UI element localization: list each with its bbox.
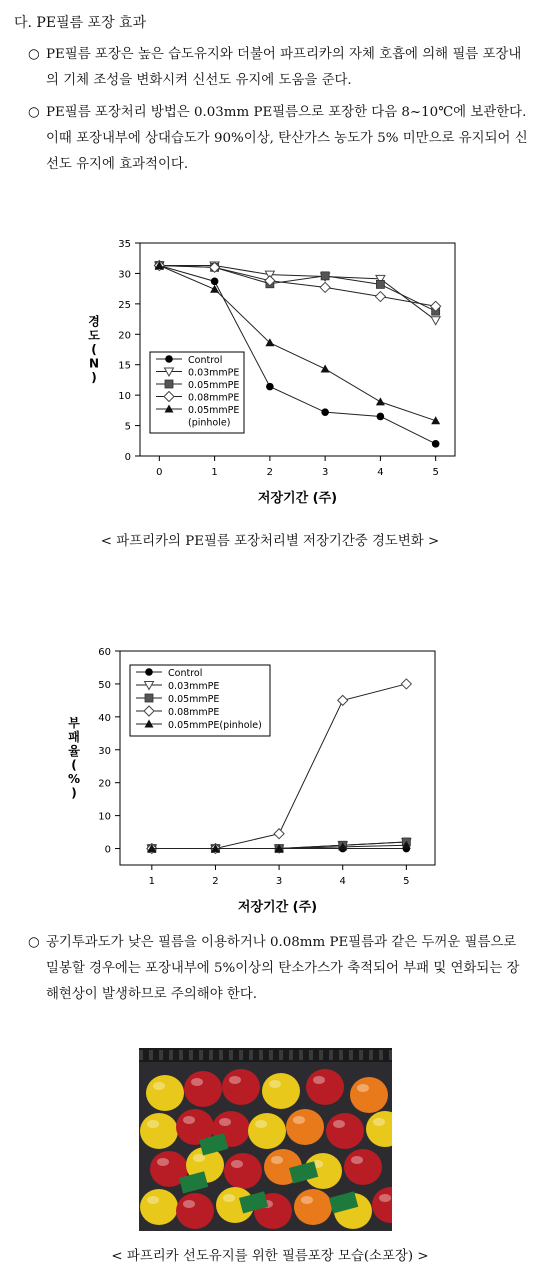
chart1-caption: < 파프리카의 PE필름 포장처리별 저장기간중 경도변화 >: [100, 534, 440, 549]
y-axis-label-char: ): [91, 370, 97, 385]
y-tick-label: 25: [118, 299, 131, 311]
data-point: [320, 282, 330, 292]
y-axis-label-char: 도: [88, 328, 100, 343]
crate-slat: [229, 1050, 233, 1060]
data-point: [321, 364, 330, 372]
x-tick-label: 4: [339, 876, 346, 887]
legend-label: (pinhole): [188, 417, 231, 429]
crate-slat: [299, 1050, 303, 1060]
legend: [130, 665, 270, 736]
film-highlight: [271, 1156, 283, 1164]
paprika-photo-art: [139, 1048, 392, 1231]
film-highlight: [293, 1116, 305, 1124]
crate-slat: [149, 1050, 153, 1060]
film-highlight: [255, 1120, 267, 1128]
film-highlight: [157, 1158, 169, 1166]
film-highlight: [269, 1080, 281, 1088]
crate-slat: [319, 1050, 323, 1060]
note-text: 공기투과도가 낮은 필름을 이용하거나 0.08mm PE필름과 같은 두꺼운 필름으로 밀봉할 경우에는 포장내부에 5%이상의 탄소가스가 축적되어 부패 및 연화되는 장해현상이 발생하므로 주의해야 한다.: [46, 935, 520, 1002]
x-tick-label: 0: [156, 467, 163, 478]
paprika: [286, 1109, 324, 1145]
legend-label: 0.03mmPE: [188, 367, 240, 379]
crate-slat: [389, 1050, 392, 1060]
film-highlight: [379, 1194, 391, 1202]
legend-label: 0.05mmPE: [188, 405, 240, 416]
paprika: [326, 1113, 364, 1149]
crate-slat: [249, 1050, 253, 1060]
legend-label: Control: [188, 355, 223, 366]
crate-slat: [239, 1050, 243, 1060]
crate-slat: [159, 1050, 163, 1060]
legend-label: 0.08mmPE: [188, 392, 240, 404]
legend-label: 0.05mmPE: [188, 380, 240, 391]
data-point: [211, 278, 219, 286]
data-point: [274, 829, 284, 839]
crate-slat: [279, 1050, 283, 1060]
film-highlight: [183, 1116, 195, 1124]
crate-slat: [179, 1050, 183, 1060]
legend-marker: [145, 694, 153, 702]
x-tick-label: 1: [148, 876, 156, 887]
y-axis-label-char: (: [91, 342, 97, 357]
paprika: [262, 1073, 300, 1109]
y-tick-label: 35: [118, 239, 131, 250]
data-point: [376, 397, 385, 405]
film-highlight: [191, 1078, 203, 1086]
paprika: [224, 1153, 262, 1189]
y-axis-label-char: 부: [68, 716, 80, 730]
legend-marker: [145, 668, 153, 676]
data-point: [401, 679, 411, 689]
film-highlight: [183, 1200, 195, 1208]
y-tick-label: 40: [98, 712, 111, 724]
crate-slat: [259, 1050, 263, 1060]
crate-slat: [339, 1050, 343, 1060]
data-point: [266, 383, 274, 391]
x-tick-label: 5: [432, 467, 439, 478]
data-point: [431, 317, 440, 325]
paprika: [306, 1069, 344, 1105]
y-axis-label-char: (: [71, 758, 77, 772]
film-highlight: [147, 1120, 159, 1128]
note-paragraph: [30, 930, 530, 1008]
paprika: [140, 1113, 178, 1149]
crate-slat: [379, 1050, 383, 1060]
film-highlight: [313, 1076, 325, 1084]
paprika: [222, 1069, 260, 1105]
crate-slat: [289, 1050, 293, 1060]
crate-slat: [139, 1050, 143, 1060]
film-highlight: [357, 1084, 369, 1092]
x-tick-label: 1: [211, 467, 218, 478]
y-axis-label-char: 패: [68, 730, 80, 744]
decay-rate-chart: [0, 635, 540, 920]
y-axis-label-char: %: [67, 772, 81, 786]
series-line: [159, 266, 435, 312]
bullet-text: PE필름 포장처리 방법은 0.03mm PE필름으로 포장한 다음 8~10℃에 보관한다. 이때 포장내부에 상대습도가 90%이상, 탄산가스 농도가 5% 미만으로 유지되어 신선도 유지에 효과적이다.: [46, 105, 528, 172]
legend-label: 0.03mmPE: [168, 681, 220, 692]
y-axis-label-char: N: [88, 356, 100, 371]
crate-slat: [349, 1050, 353, 1060]
film-highlight: [219, 1118, 231, 1126]
film-highlight: [147, 1196, 159, 1204]
crate-slat: [329, 1050, 333, 1060]
x-tick-label: 3: [275, 876, 283, 887]
photo-caption: < 파프리카 선도유지를 위한 필름포장 모습(소포장) >: [111, 1249, 429, 1264]
paprika: [176, 1193, 214, 1229]
paprika: [248, 1113, 286, 1149]
legend-label: 0.05mmPE(pinhole): [168, 720, 262, 731]
film-highlight: [229, 1076, 241, 1084]
bullet-paragraph-1: [30, 42, 530, 94]
bullet-marker: ○: [28, 935, 40, 950]
crate-slat: [269, 1050, 273, 1060]
data-point: [377, 413, 385, 421]
y-tick-label: 50: [98, 679, 111, 691]
film-highlight: [223, 1194, 235, 1202]
legend-marker: [165, 355, 173, 363]
crate-slat: [189, 1050, 193, 1060]
y-tick-label: 0: [104, 844, 111, 856]
crate-slat: [169, 1050, 173, 1060]
paprika: [294, 1189, 332, 1225]
y-tick-label: 0: [124, 452, 131, 463]
bullet-marker: ○: [28, 105, 40, 120]
x-tick-label: 2: [266, 467, 274, 478]
paprika: [140, 1189, 178, 1225]
x-tick-label: 2: [212, 876, 219, 887]
hardness-chart: [0, 225, 540, 515]
x-axis-label: 저장기간 (주): [237, 900, 318, 915]
crate-slat: [359, 1050, 363, 1060]
y-tick-label: 5: [124, 421, 131, 433]
data-point: [432, 440, 440, 448]
film-highlight: [373, 1118, 385, 1126]
x-tick-label: 5: [403, 876, 410, 887]
y-axis-label-char: ): [71, 786, 77, 800]
crate-slat: [209, 1050, 213, 1060]
series-5: [147, 841, 411, 852]
y-tick-label: 30: [118, 269, 131, 281]
series-line: [159, 266, 435, 307]
series-2: [155, 262, 440, 325]
bullet-text: PE필름 포장은 높은 습도유지와 더불어 파프리카의 자체 호흡에 의해 필름 포장내의 기체 조성을 변화시켜 신선도 유지에 도움을 준다.: [46, 47, 522, 88]
crate-slat: [369, 1050, 373, 1060]
y-tick-label: 10: [98, 811, 111, 823]
x-tick-label: 4: [377, 467, 384, 478]
legend-marker: [165, 380, 173, 388]
legend: [150, 352, 244, 433]
data-point: [431, 416, 440, 424]
data-point: [210, 285, 219, 293]
y-tick-label: 15: [118, 360, 131, 372]
y-tick-label: 10: [118, 391, 131, 403]
y-axis-label: [68, 716, 80, 800]
series-line: [159, 266, 435, 321]
x-tick-label: 3: [321, 467, 329, 478]
film-highlight: [301, 1196, 313, 1204]
film-highlight: [153, 1082, 165, 1090]
legend-label: Control: [168, 668, 203, 679]
legend-label: 0.05mmPE: [168, 694, 220, 705]
data-point: [376, 280, 384, 288]
x-axis-label: 저장기간 (주): [257, 491, 338, 506]
y-tick-label: 30: [98, 745, 111, 757]
y-axis-label: [88, 314, 100, 385]
film-highlight: [351, 1156, 363, 1164]
film-highlight: [333, 1120, 345, 1128]
section-heading: 다. PE필름 포장 효과: [14, 15, 147, 31]
series-3: [155, 262, 439, 316]
paprika: [350, 1077, 388, 1113]
crate-edge: [139, 1048, 392, 1062]
series-4: [154, 261, 440, 312]
paprika: [146, 1075, 184, 1111]
crate-slat: [199, 1050, 203, 1060]
crate-slat: [219, 1050, 223, 1060]
y-tick-label: 20: [118, 330, 131, 342]
y-axis-label-char: 경: [88, 314, 100, 329]
data-point: [321, 272, 329, 280]
data-point: [338, 695, 348, 705]
crate-slat: [309, 1050, 313, 1060]
packaged-paprika-photo: [139, 1048, 392, 1231]
data-point: [375, 292, 385, 302]
bullet-marker: ○: [28, 47, 40, 62]
y-tick-label: 20: [98, 778, 111, 790]
film-highlight: [231, 1160, 243, 1168]
paprika: [344, 1149, 382, 1185]
bullet-paragraph-2: [30, 100, 530, 178]
legend-label: 0.08mmPE: [168, 707, 220, 718]
data-point: [321, 408, 329, 416]
y-tick-label: 60: [98, 647, 111, 658]
y-axis-label-char: 율: [68, 744, 80, 758]
paprika: [184, 1071, 222, 1107]
